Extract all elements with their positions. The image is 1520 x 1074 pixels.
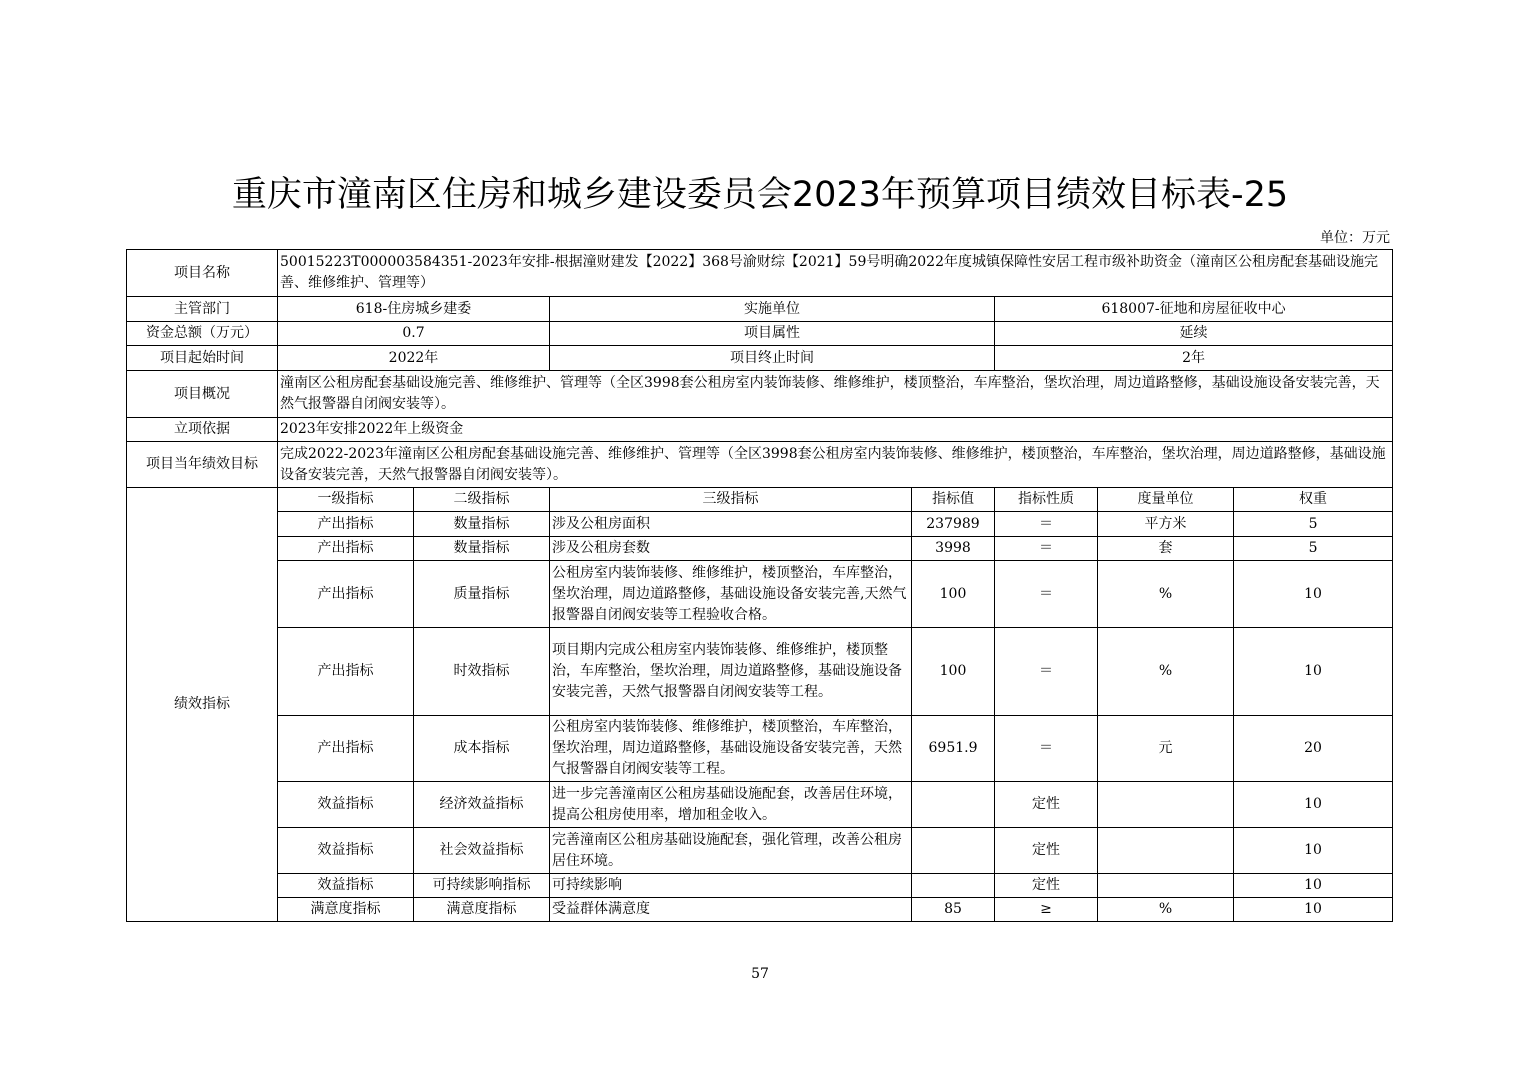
table-row [127,512,1393,537]
row-l1: 产出指标 [278,716,414,782]
row-unit: % [1098,561,1234,628]
row-l1: 产出指标 [278,628,414,716]
indicators-section-label: 绩效指标 [127,488,278,922]
row-l3: 项目期内完成公租房室内装饰装修、维修维护，楼顶整治，车库整治，堡坎治理，周边道路整修，基础设施设备安装完善，天然气报警器自闭阀安装等工程。 [550,628,912,716]
row-unit [1098,874,1234,898]
page-title: 重庆市潼南区住房和城乡建设委员会2023年预算项目绩效目标表-25 [231,175,1289,215]
header-unit: 度量单位 [1098,488,1234,512]
row-weight: 20 [1234,716,1393,782]
row-value [912,874,995,898]
row-l1: 产出指标 [278,561,414,628]
row-unit: % [1098,898,1234,922]
row-weight: 10 [1234,628,1393,716]
unit-label: 单位：万元 [1320,230,1390,246]
row-unit: 平方米 [1098,512,1234,537]
table-row [127,898,1393,922]
project-name-value: 50015223T000003584351-2023年安排-根据潼财建发【2022】368号渝财综【2021】59号明确2022年度城镇保障性安居工程市级补助资金（潼南区公租房配套基础设施完善、维修维护、管理等） [278,250,1393,297]
row-l3: 完善潼南区公租房基础设施配套，强化管理，改善公租房居住环境。 [550,828,912,874]
row-l1: 效益指标 [278,828,414,874]
row-value: 237989 [912,512,995,537]
start-label: 项目起始时间 [127,346,278,371]
row-l3: 涉及公租房面积 [550,512,912,537]
row-l2: 满意度指标 [414,898,550,922]
row-l2: 数量指标 [414,537,550,561]
table-row [127,418,1393,442]
start-value: 2022年 [278,346,550,371]
row-l2: 成本指标 [414,716,550,782]
header-weight: 权重 [1234,488,1393,512]
row-l3: 公租房室内装饰装修、维修维护，楼顶整治，车库整治，堡坎治理，周边道路整修，基础设施设备安装完善，天然气报警器自闭阀安装等工程。 [550,716,912,782]
row-unit: 元 [1098,716,1234,782]
table-row [127,537,1393,561]
row-unit [1098,782,1234,828]
fund-label: 资金总额（万元） [127,322,278,346]
table-row [127,297,1393,322]
table-row [127,371,1393,418]
row-l3: 可持续影响 [550,874,912,898]
row-l2: 经济效益指标 [414,782,550,828]
row-value [912,828,995,874]
end-label: 项目终止时间 [550,346,995,371]
row-value: 100 [912,628,995,716]
row-nature: 定性 [995,874,1098,898]
row-l1: 产出指标 [278,512,414,537]
dept-value: 618-住房城乡建委 [278,297,550,322]
row-nature: ＝ [995,537,1098,561]
row-weight: 10 [1234,561,1393,628]
row-l3: 涉及公租房套数 [550,537,912,561]
performance-table [126,249,1393,922]
header-value: 指标值 [912,488,995,512]
row-weight: 5 [1234,512,1393,537]
row-value: 85 [912,898,995,922]
row-value: 3998 [912,537,995,561]
row-nature: ＝ [995,716,1098,782]
table-row [127,782,1393,828]
header-l3: 三级指标 [550,488,912,512]
dept-label: 主管部门 [127,297,278,322]
row-l1: 效益指标 [278,874,414,898]
table-row [127,828,1393,874]
header-nature: 指标性质 [995,488,1098,512]
table-row [127,716,1393,782]
row-l2: 质量指标 [414,561,550,628]
indicator-header-row [127,488,1393,512]
row-nature: ＝ [995,628,1098,716]
page-number: 57 [751,966,769,982]
attr-label: 项目属性 [550,322,995,346]
row-nature: ＝ [995,561,1098,628]
fund-value: 0.7 [278,322,550,346]
table-row [127,561,1393,628]
attr-value: 延续 [995,322,1393,346]
table-row [127,442,1393,488]
row-weight: 10 [1234,898,1393,922]
row-nature: 定性 [995,782,1098,828]
row-l2: 时效指标 [414,628,550,716]
basis-value: 2023年安排2022年上级资金 [278,418,1393,442]
row-l1: 满意度指标 [278,898,414,922]
row-l2: 社会效益指标 [414,828,550,874]
project-name-label: 项目名称 [127,250,278,297]
row-l3: 受益群体满意度 [550,898,912,922]
header-l1: 一级指标 [278,488,414,512]
row-l1: 效益指标 [278,782,414,828]
table-row [127,346,1393,371]
table-row [127,628,1393,716]
row-value: 6951.9 [912,716,995,782]
basis-label: 立项依据 [127,418,278,442]
row-nature: ≥ [995,898,1098,922]
table-row [127,874,1393,898]
goal-label: 项目当年绩效目标 [127,442,278,488]
end-value: 2年 [995,346,1393,371]
row-l1: 产出指标 [278,537,414,561]
table-row [127,322,1393,346]
row-l2: 可持续影响指标 [414,874,550,898]
table-row [127,250,1393,297]
row-l3: 公租房室内装饰装修、维修维护，楼顶整治，车库整治，堡坎治理，周边道路整修，基础设施设备安装完善,天然气报警器自闭阀安装等工程验收合格。 [550,561,912,628]
row-l2: 数量指标 [414,512,550,537]
impl-value: 618007-征地和房屋征收中心 [995,297,1393,322]
row-unit: 套 [1098,537,1234,561]
row-nature: ＝ [995,512,1098,537]
overview-value: 潼南区公租房配套基础设施完善、维修维护、管理等（全区3998套公租房室内装饰装修、维修维护，楼顶整治，车库整治，堡坎治理，周边道路整修，基础设施设备安装完善，天然气报警器自闭阀安装等）。 [278,371,1393,418]
overview-label: 项目概况 [127,371,278,418]
row-value [912,782,995,828]
row-l3: 进一步完善潼南区公租房基础设施配套，改善居住环境，提高公租房使用率，增加租金收入。 [550,782,912,828]
row-weight: 5 [1234,537,1393,561]
row-weight: 10 [1234,874,1393,898]
row-nature: 定性 [995,828,1098,874]
row-weight: 10 [1234,828,1393,874]
row-unit: % [1098,628,1234,716]
row-unit [1098,828,1234,874]
row-value: 100 [912,561,995,628]
impl-label: 实施单位 [550,297,995,322]
goal-value: 完成2022-2023年潼南区公租房配套基础设施完善、维修维护、管理等（全区3998套公租房室内装饰装修、维修维护，楼顶整治，车库整治，堡坎治理，周边道路整修，基础设施设备安装完善，天然气报警器自闭阀安装等）。 [278,442,1393,488]
row-weight: 10 [1234,782,1393,828]
header-l2: 二级指标 [414,488,550,512]
